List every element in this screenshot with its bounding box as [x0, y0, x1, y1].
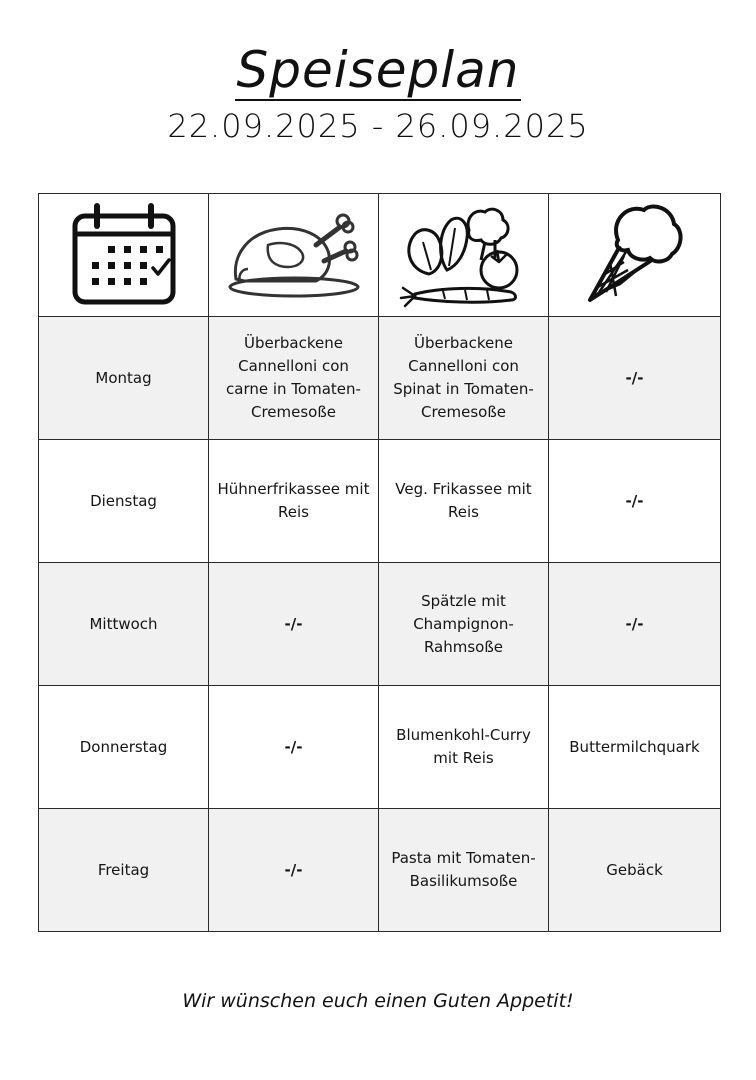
veg-dish-cell: Spätzle mit Champignon-Rahmsoße: [379, 563, 549, 686]
meat-dish-cell: -/-: [209, 563, 379, 686]
day-cell: Freitag: [39, 809, 209, 932]
roast-chicken-icon: [224, 205, 364, 305]
meat-dish-cell: -/-: [209, 809, 379, 932]
table-row: [39, 440, 721, 563]
dessert-cell: Buttermilchquark: [549, 686, 721, 809]
meat-dish-cell: Hühnerfrikassee mit Reis: [209, 440, 379, 563]
dessert-cell: -/-: [549, 563, 721, 686]
veg-dish-cell: Blumenkohl-Curry mit Reis: [379, 686, 549, 809]
header-cell-dessert: [549, 194, 721, 317]
dessert-cell: Gebäck: [549, 809, 721, 932]
vegetables-icon: [399, 200, 529, 310]
header-row: [39, 194, 721, 317]
dessert-cell: -/-: [549, 440, 721, 563]
day-cell: Montag: [39, 317, 209, 440]
header-cell-day: [39, 194, 209, 317]
day-cell: Dienstag: [39, 440, 209, 563]
meat-dish-cell: -/-: [209, 686, 379, 809]
header-cell-veg: [379, 194, 549, 317]
veg-dish-cell: Überbackene Cannelloni con Spinat in Tomaten-Cremesoße: [379, 317, 549, 440]
table-row: [39, 809, 721, 932]
dessert-cell: -/-: [549, 317, 721, 440]
header-cell-meat: [209, 194, 379, 317]
day-cell: Mittwoch: [39, 563, 209, 686]
table-row: [39, 317, 721, 440]
page-title: [0, 38, 756, 102]
date-range: 22.09.2025 - 26.09.2025: [167, 107, 589, 145]
footer-message: Wir wünschen euch einen Guten Appetit!: [182, 990, 574, 1012]
calendar-icon: [69, 200, 179, 310]
menu-table: [38, 193, 721, 932]
meat-dish-cell: Überbackene Cannelloni con carne in Tomaten-Cremesoße: [209, 317, 379, 440]
table-row: [39, 563, 721, 686]
table-row: [39, 686, 721, 809]
day-cell: Donnerstag: [39, 686, 209, 809]
veg-dish-cell: Veg. Frikassee mit Reis: [379, 440, 549, 563]
ice-cream-cone-icon: [580, 200, 690, 310]
title-text: Speiseplan: [236, 41, 520, 99]
veg-dish-cell: Pasta mit Tomaten-Basilikumsoße: [379, 809, 549, 932]
